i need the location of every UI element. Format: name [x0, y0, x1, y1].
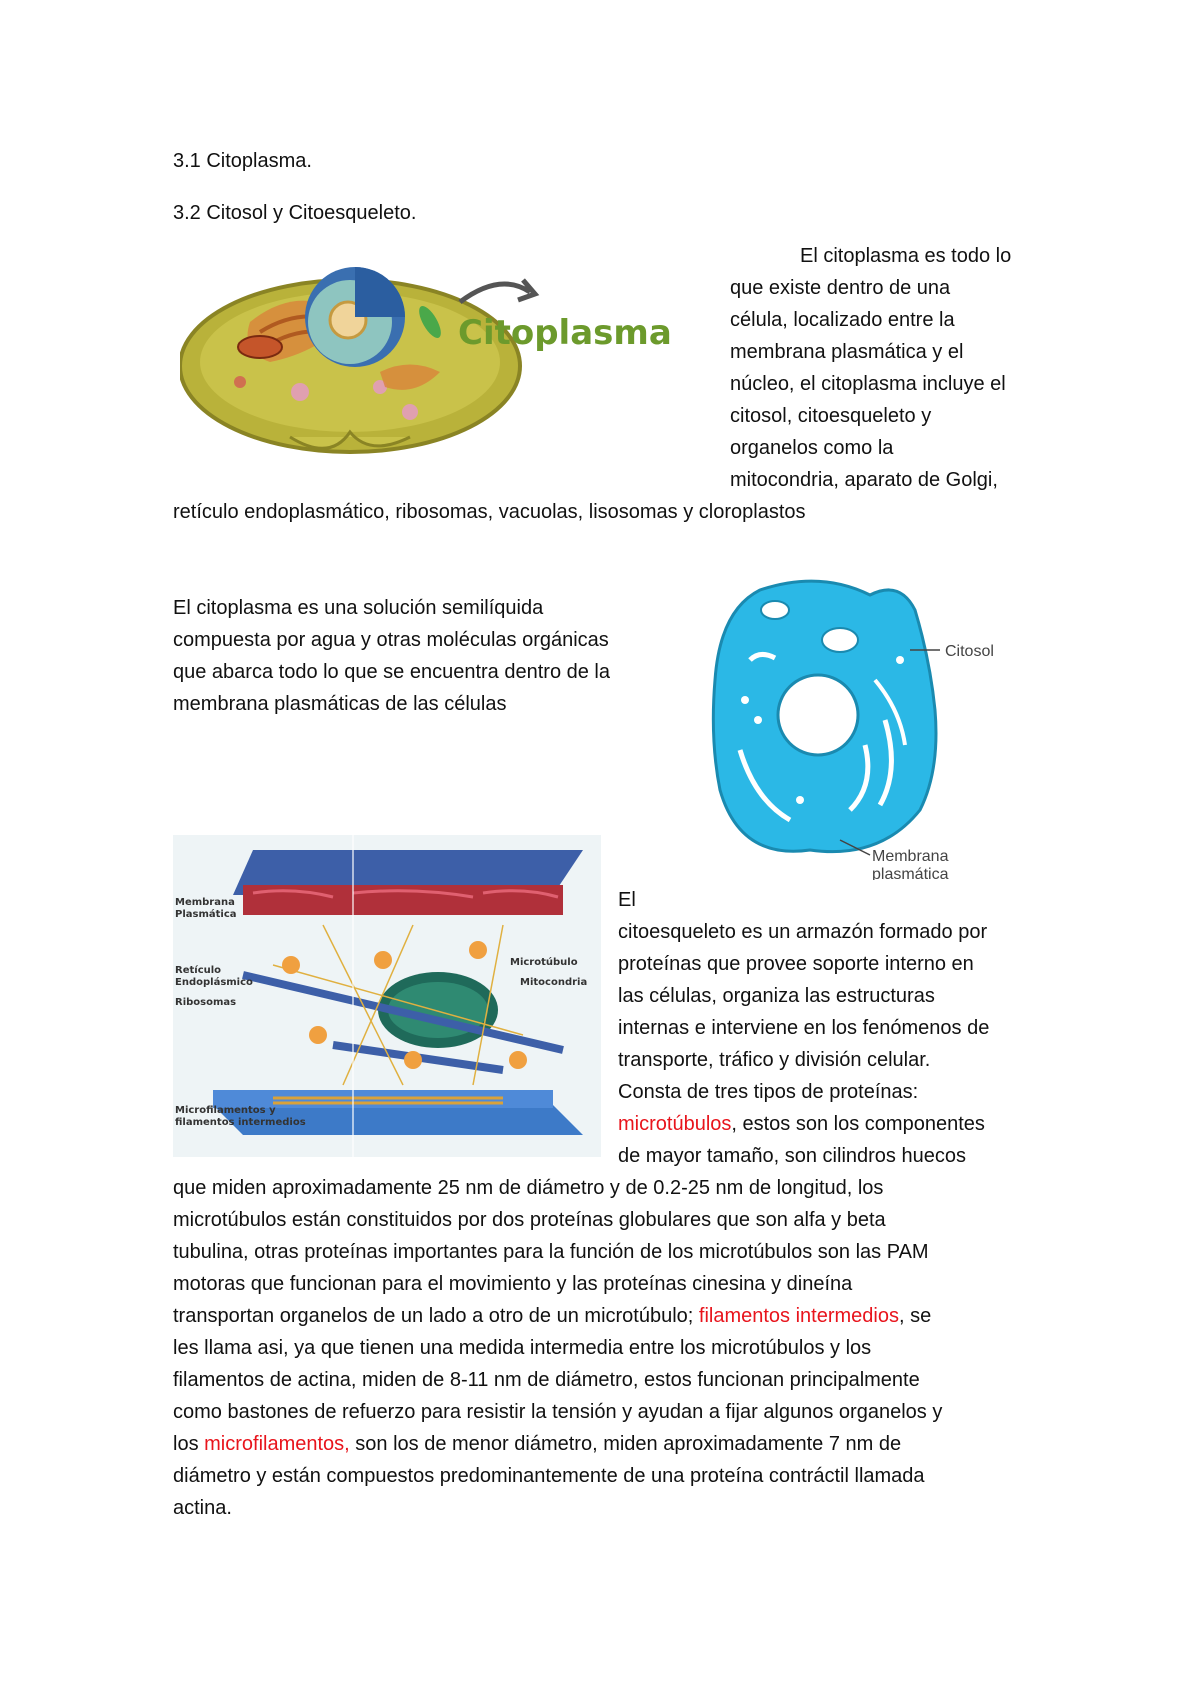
label-membrana-2: Plasmática — [175, 909, 237, 920]
para1-line-7: organelos como la — [730, 437, 894, 459]
para3-line-13: motoras que funcionan para el movimiento y las proteínas cinesina y dineína — [173, 1273, 853, 1295]
para1-line-8: mitocondria, aparato de Golgi, — [730, 469, 998, 491]
cell-illustration — [180, 262, 690, 462]
label-microfilamentos-2: filamentos intermedios — [175, 1117, 306, 1128]
para3-line-10: que miden aproximadamente 25 nm de diámetro y de 0.2-25 nm de longitud, los — [173, 1177, 884, 1199]
para3-line-17: como bastones de refuerzo para resistir la tensión y ayudan a fijar algunos organelos y — [173, 1401, 943, 1423]
para1-line-4: membrana plasmática y el — [730, 341, 964, 363]
cytoskeleton-illustration — [173, 835, 601, 1157]
para1-line-1: El citoplasma es todo lo — [800, 245, 1012, 267]
para1-line-6: citosol, citoesqueleto y — [730, 405, 932, 427]
cell-svg — [180, 262, 690, 462]
para3-line-11: microtúbulos están constituidos por dos proteínas globulares que son alfa y beta — [173, 1209, 886, 1231]
para3-line-14 — [173, 1300, 931, 1332]
para3-line-18-post: son los de menor diámetro, miden aproximadamente 7 nm de — [349, 1433, 902, 1455]
para3-line-14-pre: transportan organelos de un lado a otro de un microtúbulo; — [173, 1305, 699, 1327]
para3-line-14-post: , se — [899, 1305, 932, 1327]
label-reticulo-2: Endoplásmico — [175, 977, 253, 988]
cytosol-illustration — [700, 570, 1050, 880]
para3-line-6: transporte, tráfico y división celular. — [618, 1049, 931, 1071]
para3-line-19: diámetro y están compuestos predominantemente de una proteína contráctil llamada — [173, 1465, 925, 1487]
heading-citoplasma: 3.1 Citoplasma. — [173, 150, 312, 172]
para1-line-3: célula, localizado entre la — [730, 309, 955, 331]
label-ribosomas: Ribosomas — [175, 997, 237, 1008]
para2-line-4: membrana plasmáticas de las células — [173, 693, 507, 715]
membrana-label-1: Membrana — [872, 848, 949, 865]
label-mitocondria: Mitocondria — [520, 977, 588, 988]
para2-line-3: que abarca todo lo que se encuentra dentro de la — [173, 661, 610, 683]
para3-line-9: de mayor tamaño, son cilindros huecos — [618, 1145, 966, 1167]
para1-line-2: que existe dentro de una — [730, 277, 951, 299]
para3-line-18-pre: los — [173, 1433, 205, 1455]
cytoskeleton-svg — [173, 835, 601, 1157]
label-reticulo-1: Retículo — [175, 965, 222, 976]
para3-line-5: internas e interviene en los fenómenos de — [618, 1017, 990, 1039]
para3-line-7: Consta de tres tipos de proteínas: — [618, 1081, 919, 1103]
citoplasma-figure-label: Citoplasma — [458, 313, 672, 353]
highlight-microtubulos: microtúbulos — [618, 1113, 732, 1135]
citosol-label: Citosol — [945, 643, 994, 660]
para3-line-8-rest: , estos son los componentes — [731, 1113, 985, 1135]
para3-line-20: actina. — [173, 1497, 232, 1519]
label-membrana-1: Membrana — [175, 897, 235, 908]
cytosol-svg — [700, 570, 1050, 880]
para3-line-12: tubulina, otras proteínas importantes para la función de los microtúbulos son las PAM — [173, 1241, 929, 1263]
highlight-filamentos-intermedios: filamentos intermedios — [698, 1305, 899, 1327]
para3-line-2: citoesqueleto es un armazón formado por — [618, 921, 988, 943]
para3-line-1: El — [618, 889, 636, 911]
para1-line-5: núcleo, el citoplasma incluye el — [730, 373, 1006, 395]
para3-line-4: las células, organiza las estructuras — [618, 985, 935, 1007]
highlight-microfilamentos: microfilamentos, — [204, 1433, 350, 1455]
label-microtubulo: Microtúbulo — [510, 957, 578, 968]
para1-line-9: retículo endoplasmático, ribosomas, vacuolas, lisosomas y cloroplastos — [173, 501, 806, 523]
para2-line-1: El citoplasma es una solución semilíquida — [173, 597, 544, 619]
para3-line-15: les llama asi, ya que tienen una medida intermedia entre los microtúbulos y los — [173, 1337, 872, 1359]
para3-line-3: proteínas que provee soporte interno en — [618, 953, 974, 975]
para3-line-16: filamentos de actina, miden de 8-11 nm de diámetro, estos funcionan principalmente — [173, 1369, 920, 1391]
para3-line-8 — [618, 1108, 985, 1140]
para3-line-18 — [173, 1428, 901, 1460]
label-microfilamentos-1: Microfilamentos y — [175, 1105, 276, 1116]
para2-line-2: compuesta por agua y otras moléculas orgánicas — [173, 629, 609, 651]
membrana-label-2: plasmática — [872, 866, 949, 880]
heading-citosol-citoesqueleto: 3.2 Citosol y Citoesqueleto. — [173, 202, 417, 224]
